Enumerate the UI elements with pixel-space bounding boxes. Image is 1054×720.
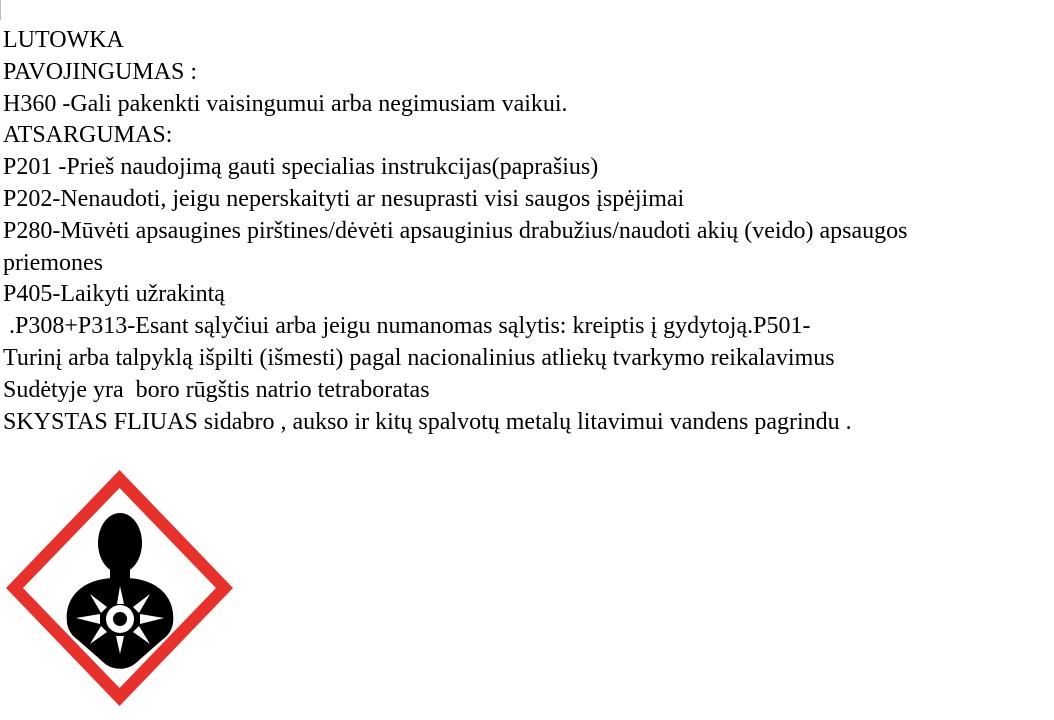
product-name: LUTOWKA <box>3 27 124 53</box>
precaution-p201: P201 -Prieš naudojimą gauti specialias instrukcijas(paprašius) <box>3 154 599 181</box>
precaution-p202: P202-Nenaudoti, jeigu neperskaityti ar nesuprasti visi saugos įspėjimai <box>3 185 685 212</box>
product-description: SKYSTAS FLIUAS sidabro , aukso ir kitų spalvotų metalų litavimui vandens pagrindu . <box>3 408 852 435</box>
precaution-p308-p313: .P308+P313-Esant sąlyčiui arba jeigu numanomas sąlytis: kreiptis į gydytoją.P501- <box>3 313 811 340</box>
hazard-statement-h360: H360 -Gali pakenkti vaisingumui arba negimusiam vaikui. <box>3 90 568 117</box>
hazard-heading: PAVOJINGUMAS : <box>3 58 198 85</box>
ghs08-health-hazard-icon <box>4 468 235 708</box>
document-text <box>3 25 1054 438</box>
text-cursor <box>0 0 1 20</box>
precaution-p501: Turinį arba talpyklą išpilti (išmesti) pagal nacionalinius atliekų tvarkymo reikalavimus <box>3 344 835 371</box>
precaution-heading: ATSARGUMAS: <box>3 122 173 149</box>
precaution-p280-continued: priemones <box>3 249 103 276</box>
precaution-p280: P280-Mūvėti apsaugines pirštines/dėvėti apsauginius drabužius/naudoti akių (veido) apsaugos <box>3 217 908 244</box>
precaution-p405: P405-Laikyti užrakintą <box>3 281 225 308</box>
composition-line: Sudėtyje yra boro rūgštis natrio tetraboratas <box>3 376 430 403</box>
